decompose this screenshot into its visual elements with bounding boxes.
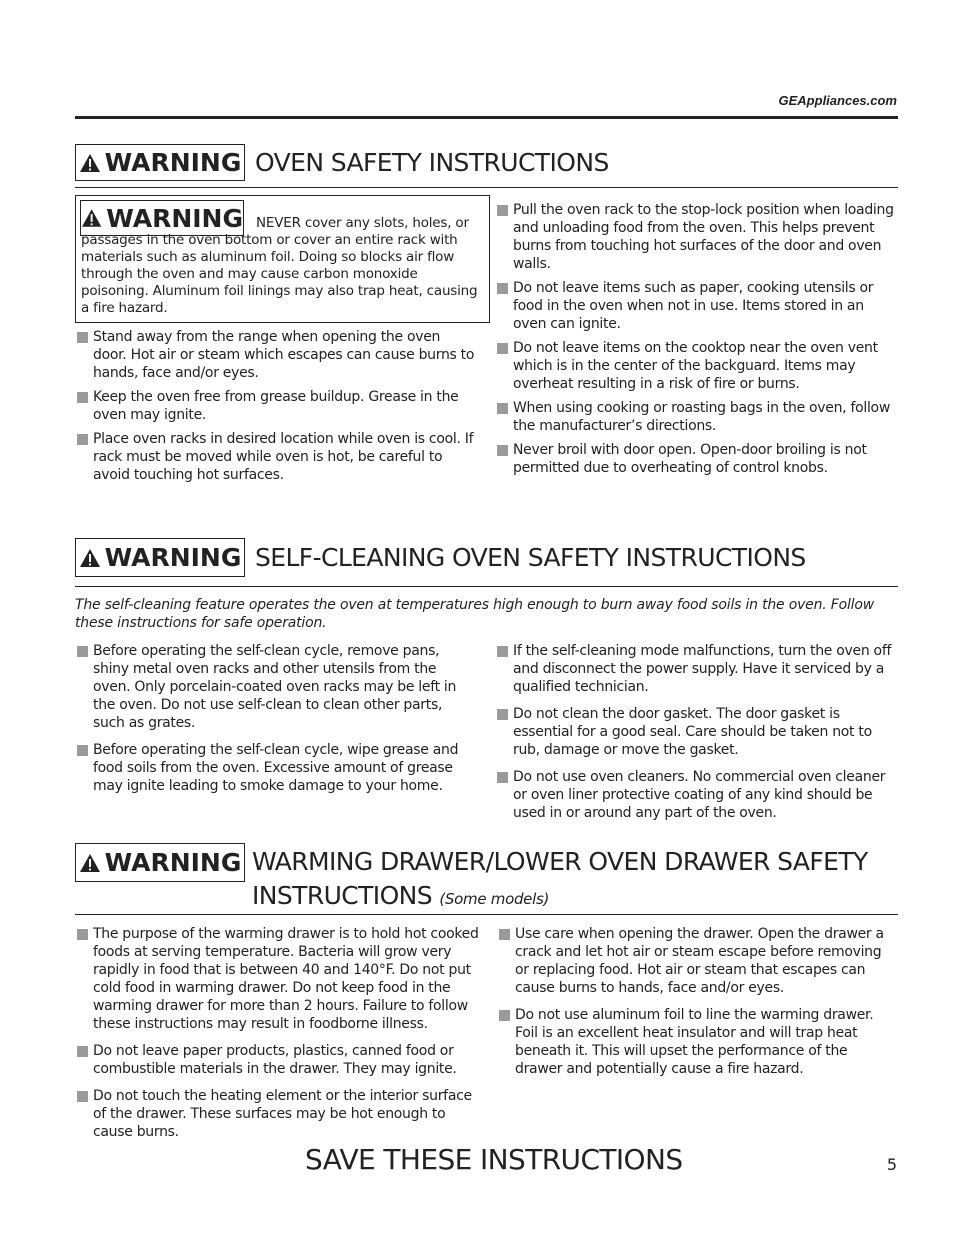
- bullet-square-icon: [497, 772, 508, 783]
- save-instructions-footer: SAVE THESE INSTRUCTIONS: [305, 1143, 683, 1176]
- list-item: Never broil with door open. Open-door broiling is not permitted due to overheating of control knobs.: [495, 441, 898, 477]
- bullet-square-icon: [497, 445, 508, 456]
- section-title: SELF-CLEANING OVEN SAFETY INSTRUCTIONS: [255, 543, 806, 572]
- section-warming-drawer-heading: [75, 843, 898, 917]
- list-item: Do not leave items on the cooktop near the oven vent which is in the center of the backguard. Items may overheat resulting in a risk of fire or burns.: [495, 339, 898, 393]
- section-title: OVEN SAFETY INSTRUCTIONS: [255, 148, 609, 177]
- bullet-square-icon: [77, 646, 88, 657]
- section-self-cleaning-heading: [75, 538, 898, 588]
- section2-left-column: [75, 642, 470, 801]
- section3-left-column: [75, 925, 480, 1147]
- section-rule: [75, 187, 898, 188]
- list-item: Before operating the self-clean cycle, wipe grease and food soils from the oven. Excessive amount of grease may ignite leading to smoke damage to your home.: [75, 741, 470, 795]
- page-number: 5: [886, 1155, 897, 1174]
- list-item: Use care when opening the drawer. Open the drawer a crack and let hot air or steam escape before removing or replacing food. Hot air or steam that escapes can cause burns to hands, face and/or eyes.: [497, 925, 898, 997]
- section-oven-safety-heading: [75, 144, 898, 189]
- warning-badge: [75, 843, 245, 882]
- some-models-note: (Some models): [439, 890, 550, 908]
- list-item: Keep the oven free from grease buildup. Grease in the oven may ignite.: [75, 388, 475, 424]
- bullet-square-icon: [77, 1091, 88, 1102]
- list-item: Do not leave paper products, plastics, canned food or combustible materials in the drawer. They may ignite.: [75, 1042, 480, 1078]
- list-item: If the self-cleaning mode malfunctions, turn the oven off and disconnect the power supply. Have it serviced by a qualified technician.: [495, 642, 898, 696]
- bullet-square-icon: [77, 745, 88, 756]
- warning-triangle-icon: [79, 853, 101, 873]
- bullet-square-icon: [77, 434, 88, 445]
- inner-warning-box: [75, 195, 490, 323]
- list-item: When using cooking or roasting bags in the oven, follow the manufacturer’s directions.: [495, 399, 898, 435]
- bullet-square-icon: [77, 929, 88, 940]
- section3-right-column: [497, 925, 898, 1084]
- section-title-line1: WARMING DRAWER/LOWER OVEN DRAWER SAFETY: [252, 847, 868, 876]
- list-item: Do not touch the heating element or the interior surface of the drawer. These surfaces may be hot enough to cause burns.: [75, 1087, 480, 1141]
- section1-left-column: [75, 328, 475, 490]
- bullet-square-icon: [497, 646, 508, 657]
- warning-badge: [75, 538, 245, 577]
- warning-triangle-icon: [79, 153, 101, 173]
- list-item: Do not use aluminum foil to line the warming drawer. Foil is an excellent heat insulator and will trap heat beneath it. This will upset the performance of the drawer and potentially cause a fire hazard.: [497, 1006, 898, 1078]
- bullet-square-icon: [497, 283, 508, 294]
- list-item: Do not use oven cleaners. No commercial oven cleaner or oven liner protective coating of any kind should be used in or around any part of the oven.: [495, 768, 898, 822]
- warning-triangle-icon: [79, 548, 101, 568]
- list-item: Before operating the self-clean cycle, remove pans, shiny metal oven racks and other utensils from the oven. Only porcelain-coated oven racks may be left in the oven. Do not use self-clean to clean other parts, such as grates.: [75, 642, 470, 732]
- inner-warning-text: NEVER cover any slots, holes, or passages in the oven bottom or cover an entire rack with materials such as aluminum foil. Doing so blocks air flow through the oven and may cause carbon monoxide poisoning. Aluminum foil linings may also trap heat, causing a fire hazard.: [81, 215, 478, 316]
- warning-badge: [75, 144, 245, 181]
- bullet-square-icon: [497, 403, 508, 414]
- section-rule: [75, 914, 898, 915]
- top-divider: [75, 116, 898, 119]
- section-intro: The self-cleaning feature operates the oven at temperatures high enough to burn away food soils in the oven. Follow these instructions for safe operation.: [75, 597, 874, 631]
- bullet-square-icon: [77, 392, 88, 403]
- list-item: Pull the oven rack to the stop-lock position when loading and unloading food from the oven. This helps prevent burns from touching hot surfaces of the door and oven walls.: [495, 201, 898, 273]
- list-item: Do not leave items such as paper, cooking utensils or food in the oven when not in use. Items stored in an oven can ignite.: [495, 279, 898, 333]
- list-item: Stand away from the range when opening the oven door. Hot air or steam which escapes can cause burns to hands, face and/or eyes.: [75, 328, 475, 382]
- warning-label: WARNING: [104, 543, 242, 572]
- bullet-square-icon: [77, 1046, 88, 1057]
- section2-right-column: [495, 642, 898, 828]
- bullet-square-icon: [497, 343, 508, 354]
- section1-right-column: [495, 201, 898, 483]
- warning-label: WARNING: [104, 148, 242, 177]
- warning-label: WARNING: [104, 848, 242, 877]
- section-title-line2: INSTRUCTIONS (Some models): [252, 881, 550, 910]
- list-item: Do not clean the door gasket. The door gasket is essential for a good seal. Care should be taken not to rub, damage or move the gasket.: [495, 705, 898, 759]
- site-url: GEAppliances.com: [778, 93, 897, 108]
- bullet-square-icon: [499, 929, 510, 940]
- list-item: The purpose of the warming drawer is to hold hot cooked foods at serving temperature. Bacteria will grow very rapidly in food that is between 40 and 140°F. Do not put cold food in warming drawer. Do not keep food in the warming drawer for more than 2 hours. Failure to follow these instructions may result in foodborne illness.: [75, 925, 480, 1033]
- bullet-square-icon: [497, 709, 508, 720]
- bullet-square-icon: [499, 1010, 510, 1021]
- warning-label: WARNING: [106, 203, 243, 233]
- bullet-square-icon: [77, 332, 88, 343]
- list-item: Place oven racks in desired location while oven is cool. If rack must be moved while oven is hot, be careful to avoid touching hot surfaces.: [75, 430, 475, 484]
- bullet-square-icon: [497, 205, 508, 216]
- section-rule: [75, 586, 898, 587]
